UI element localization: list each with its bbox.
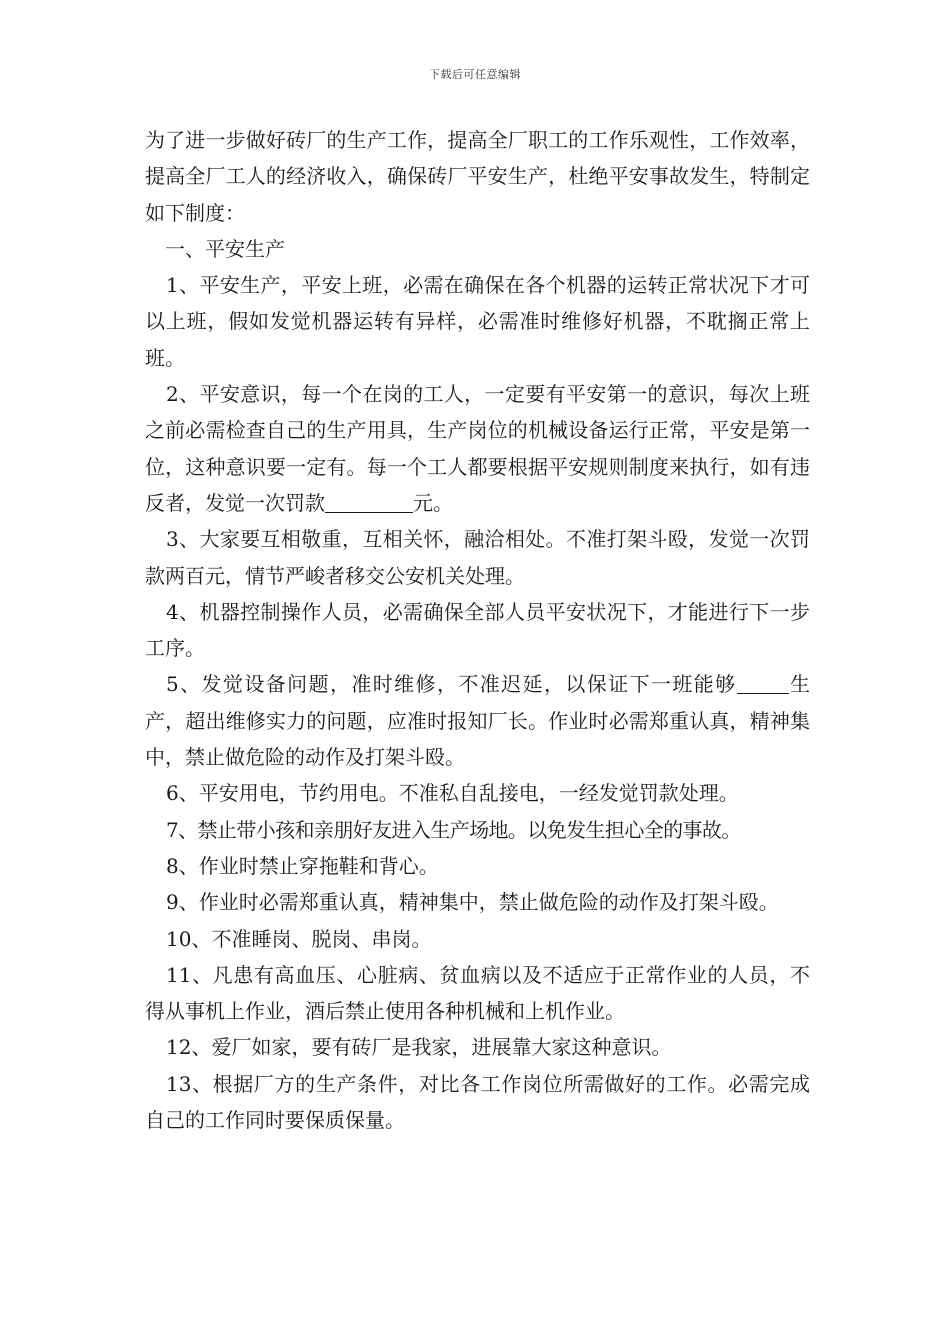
rule-item-10: 10、不准睡岗、脱岗、串岗。 [166, 926, 432, 951]
rule-item-2-suffix: 元。 [413, 490, 453, 515]
section-title: 一、平安生产 [165, 236, 285, 261]
rule-item-4: 4、机器控制操作人员，必需确保全部人员平安状况下，才能进行下一步工序。 [145, 599, 810, 661]
rule-item-5 [145, 666, 810, 775]
rule-item-7: 7、禁止带小孩和亲朋好友进入生产场地。以免发生担心全的事故。 [166, 817, 741, 842]
rule-item-3: 3、大家要互相敬重，互相关怀，融洽相处。不准打架斗殴，发觉一次罚款两百元，情节严峻者移交公安机关处理。 [145, 527, 810, 588]
intro-paragraph: 为了进一步做好砖厂的生产工作，提高全厂职工的工作乐观性，工作效率，提高全厂工人的经济收入，确保砖厂平安生产，杜绝平安事故发生，特制定如下制度： [145, 128, 810, 225]
rule-item-13: 13、根据厂方的生产条件，对比各工作岗位所需做好的工作。必需完成自己的工作同时要保质保量。 [145, 1071, 810, 1133]
rule-item-6: 6、平安用电，节约用电。不准私自乱接电，一经发觉罚款处理。 [166, 781, 739, 806]
rule-item-5-text: 5、发觉设备问题，准时维修，不准迟延，以保证下一班能够 [166, 672, 737, 697]
shift-blank-part2 [777, 673, 789, 694]
rule-item-11: 11、凡患有高血压、心脏病、贫血病以及不适应于正常作业的人员，不得从事机上作业，酒后禁止使用各种机械和上机作业。 [145, 962, 810, 1024]
shift-blank-part1 [737, 673, 777, 694]
rule-item-2-text: 2、平安意识，每一个在岗的工人，一定要有平安第一的意识，每次上班之前必需检查自己的生产用具，生产岗位的机械设备运行正常，平安是第一位，这种意识要一定有。每一个工人都要根据平安规则制度来执行，如有违反者，发觉一次罚款 [145, 382, 810, 515]
rule-item-9: 9、作业时必需郑重认真，精神集中，禁止做危险的动作及打架斗殴。 [166, 890, 779, 915]
rule-item-2 [145, 376, 810, 521]
page-header: 下载后可任意编辑 [429, 68, 521, 81]
rule-item-8: 8、作业时禁止穿拖鞋和背心。 [166, 853, 439, 878]
rule-item-5-suffix: 生产，超出维修实力的问题，应准时报知厂长。作业时必需郑重认真，精神集中，禁止做危险的动作及打架斗殴。 [145, 672, 810, 770]
rule-item-12: 12、爱厂如家，要有砖厂是我家，进展靠大家这种意识。 [166, 1035, 672, 1060]
document-body [145, 122, 810, 1138]
fine-amount-blank [325, 492, 413, 513]
rule-item-1: 1、平安生产，平安上班，必需在确保在各个机器的运转正常状况下才可以上班，假如发觉机器运转有异样，必需准时维修好机器，不耽搁正常上班。 [145, 273, 810, 370]
